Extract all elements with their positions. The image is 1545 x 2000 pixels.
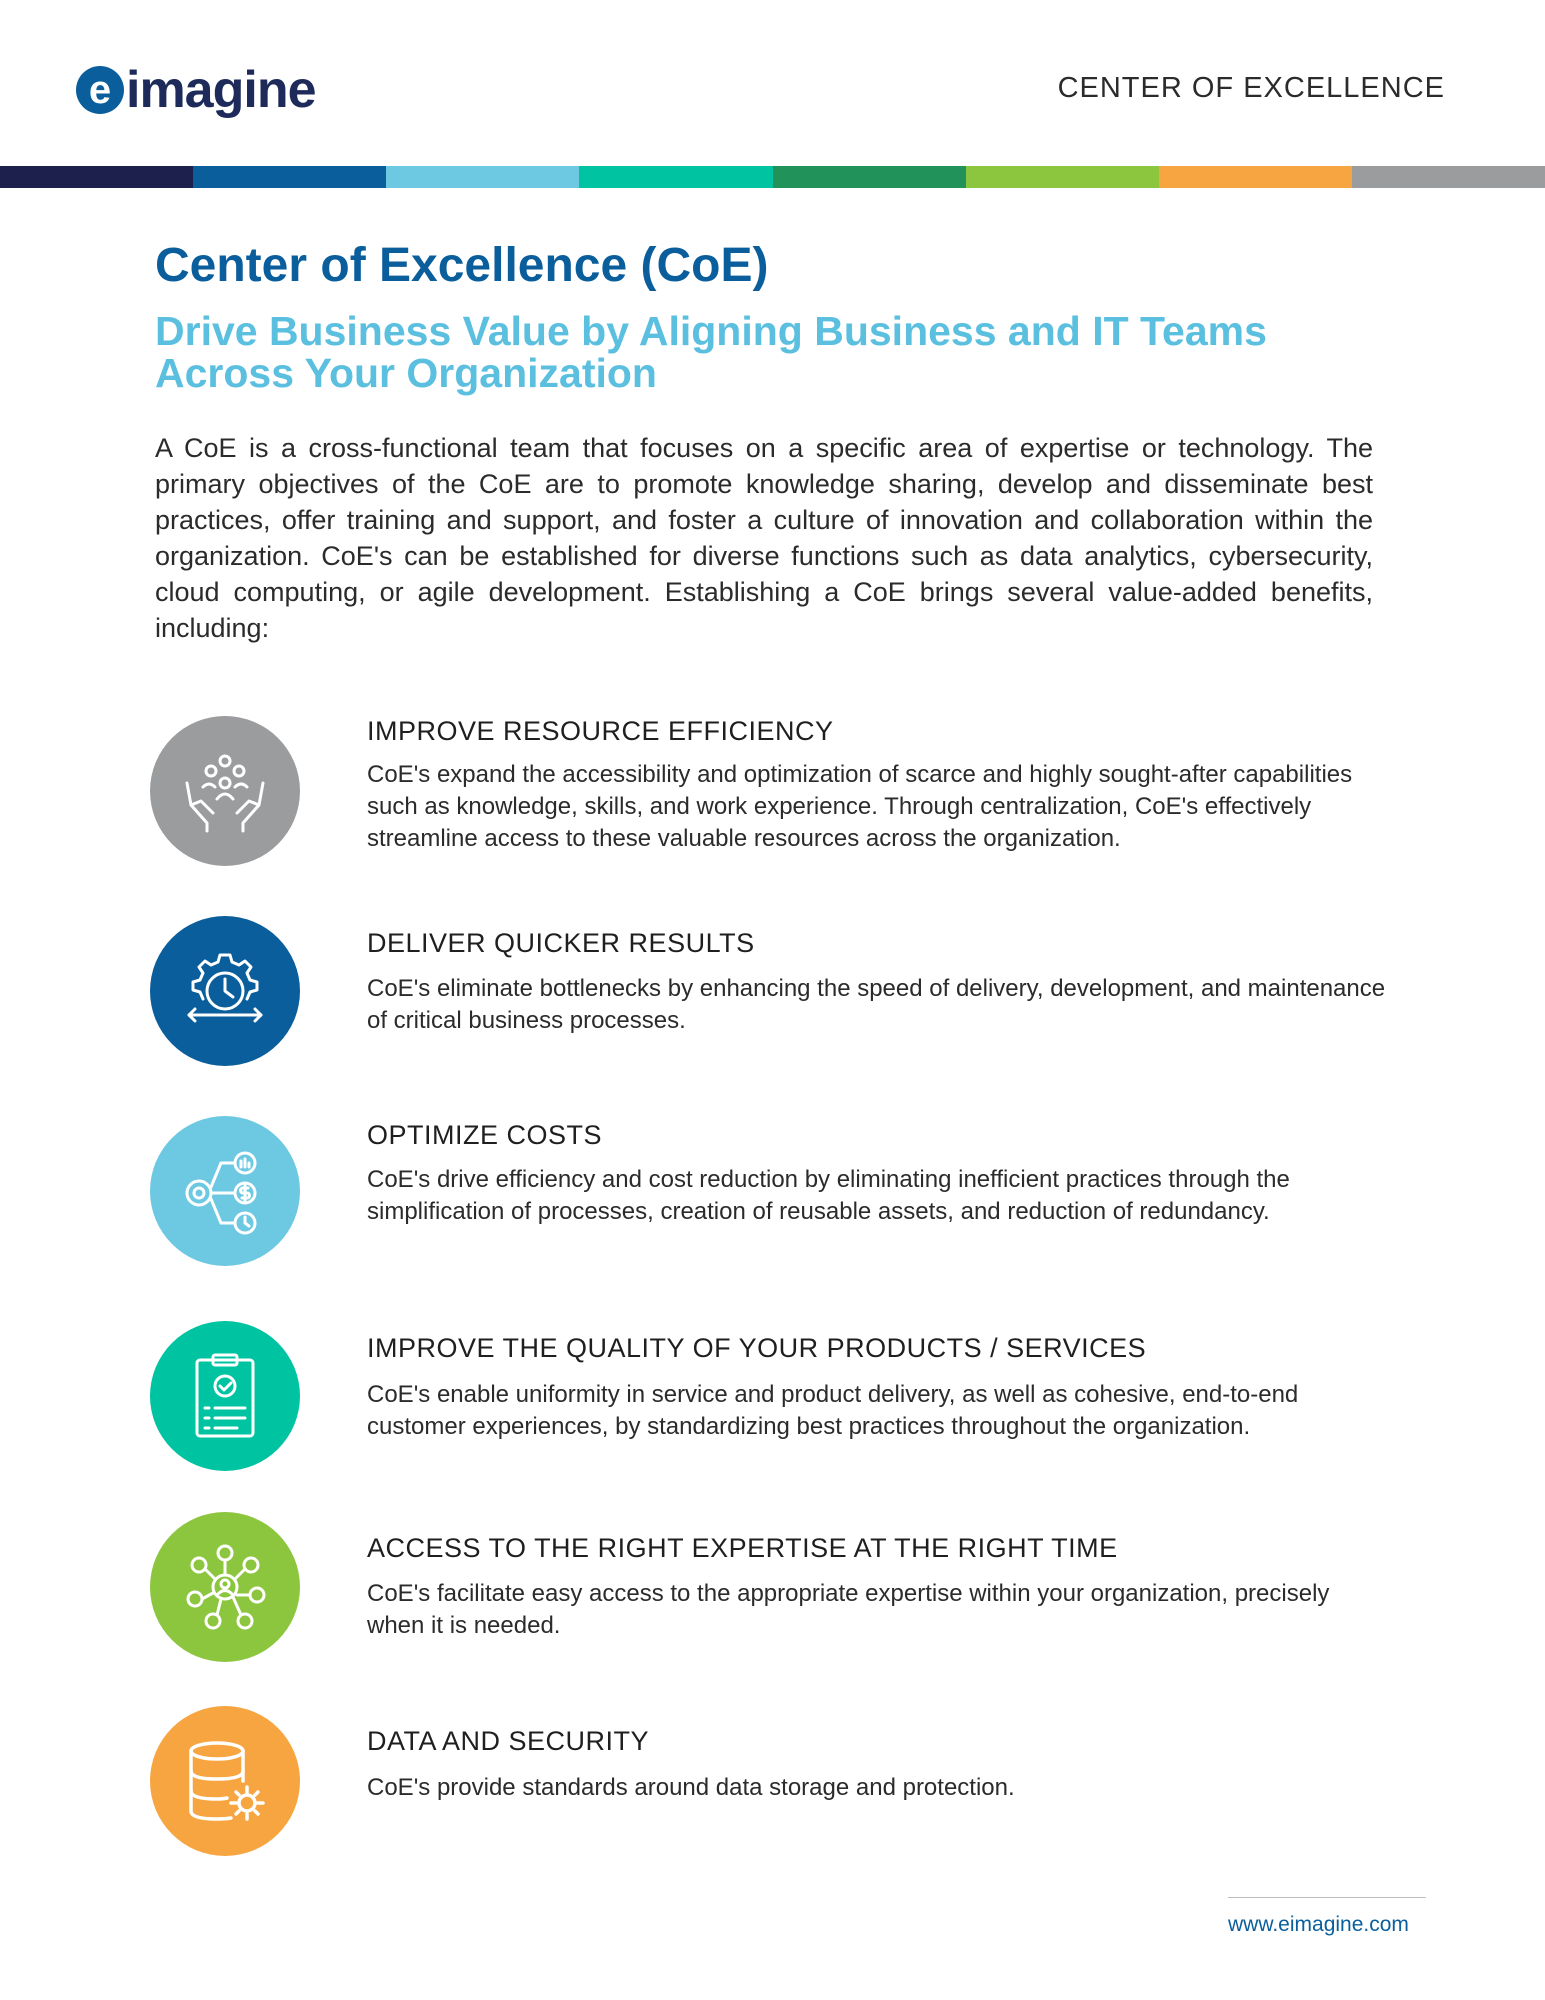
benefit-title: ACCESS TO THE RIGHT EXPERTISE AT THE RIGHT TIME — [367, 1533, 1118, 1563]
benefit-icon-circle — [150, 1116, 300, 1266]
database-gear-icon — [175, 1731, 275, 1831]
benefit-icon-circle — [150, 916, 300, 1066]
intro-paragraph: A CoE is a cross-functional team that focuses on a specific area of expertise or technology. The primary objectives of the CoE are to promote knowledge sharing, develop and disseminate best practices, offer training and support, and foster a culture of innovation and collaboration within the organization. CoE's can be established for diverse functions such as data analytics, cybersecurity, cloud computing, or agile development. Establishing a CoE brings several value-added benefits, including: — [155, 433, 1373, 643]
color-stripe-bar — [0, 166, 1545, 188]
logo-mark: e — [76, 66, 124, 114]
benefit-title: DELIVER QUICKER RESULTS — [367, 928, 755, 958]
people-network-icon — [175, 1537, 275, 1637]
color-stripe-green — [773, 166, 966, 188]
benefit-icon-circle — [150, 716, 300, 866]
gear-clock-icon — [175, 941, 275, 1041]
page-subtitle: Drive Business Value by Aligning Business and IT Teams Across Your Organization — [155, 308, 1267, 396]
benefit-description: CoE's drive efficiency and cost reduction by eliminating inefficient practices through the simplification of processes, creation of reusable assets, and reduction of redundancy. — [367, 1166, 1290, 1225]
benefit-icon-circle — [150, 1321, 300, 1471]
footer-divider — [1228, 1897, 1426, 1898]
benefit-description: CoE's provide standards around data storage and protection. — [367, 1774, 1015, 1801]
header-section-title: CENTER OF EXCELLENCE — [1057, 72, 1445, 104]
benefit-description: CoE's facilitate easy access to the appropriate expertise within your organization, precisely when it is needed. — [367, 1580, 1330, 1639]
color-stripe-orange — [1159, 166, 1352, 188]
benefit-description: CoE's eliminate bottlenecks by enhancing the speed of delivery, development, and maintenance of critical business processes. — [367, 975, 1386, 1034]
benefit-icon-circle — [150, 1512, 300, 1662]
color-stripe-lime — [966, 166, 1159, 188]
hands-people-icon — [175, 741, 275, 841]
clipboard-check-icon — [175, 1346, 275, 1446]
gear-dollar-network-icon — [175, 1141, 275, 1241]
benefit-title: OPTIMIZE COSTS — [367, 1120, 603, 1150]
page-title: Center of Excellence (CoE) — [155, 239, 769, 292]
benefit-title: IMPROVE RESOURCE EFFICIENCY — [367, 716, 834, 746]
benefit-description: CoE's enable uniformity in service and product delivery, as well as cohesive, end-to-end customer experiences, by standardizing best practices throughout the organization. — [367, 1381, 1299, 1440]
color-stripe-gray — [1352, 166, 1545, 188]
color-stripe-navy — [0, 166, 193, 188]
benefit-icon-circle — [150, 1706, 300, 1856]
color-stripe-blue — [193, 166, 386, 188]
color-stripe-teal — [579, 166, 772, 188]
company-logo — [76, 61, 316, 119]
benefit-title: DATA AND SECURITY — [367, 1726, 650, 1756]
color-stripe-light-blue — [386, 166, 579, 188]
benefit-description: CoE's expand the accessibility and optimization of scarce and highly sought-after capabilities such as knowledge, skills, and work experience. Through centralization, CoE's effectively streamline access to these valuable resources across the organization. — [367, 761, 1353, 852]
benefit-title: IMPROVE THE QUALITY OF YOUR PRODUCTS / SERVICES — [367, 1333, 1147, 1363]
logo-text: imagine — [126, 61, 316, 119]
footer-website-link[interactable]: www.eimagine.com — [1228, 1913, 1409, 1936]
